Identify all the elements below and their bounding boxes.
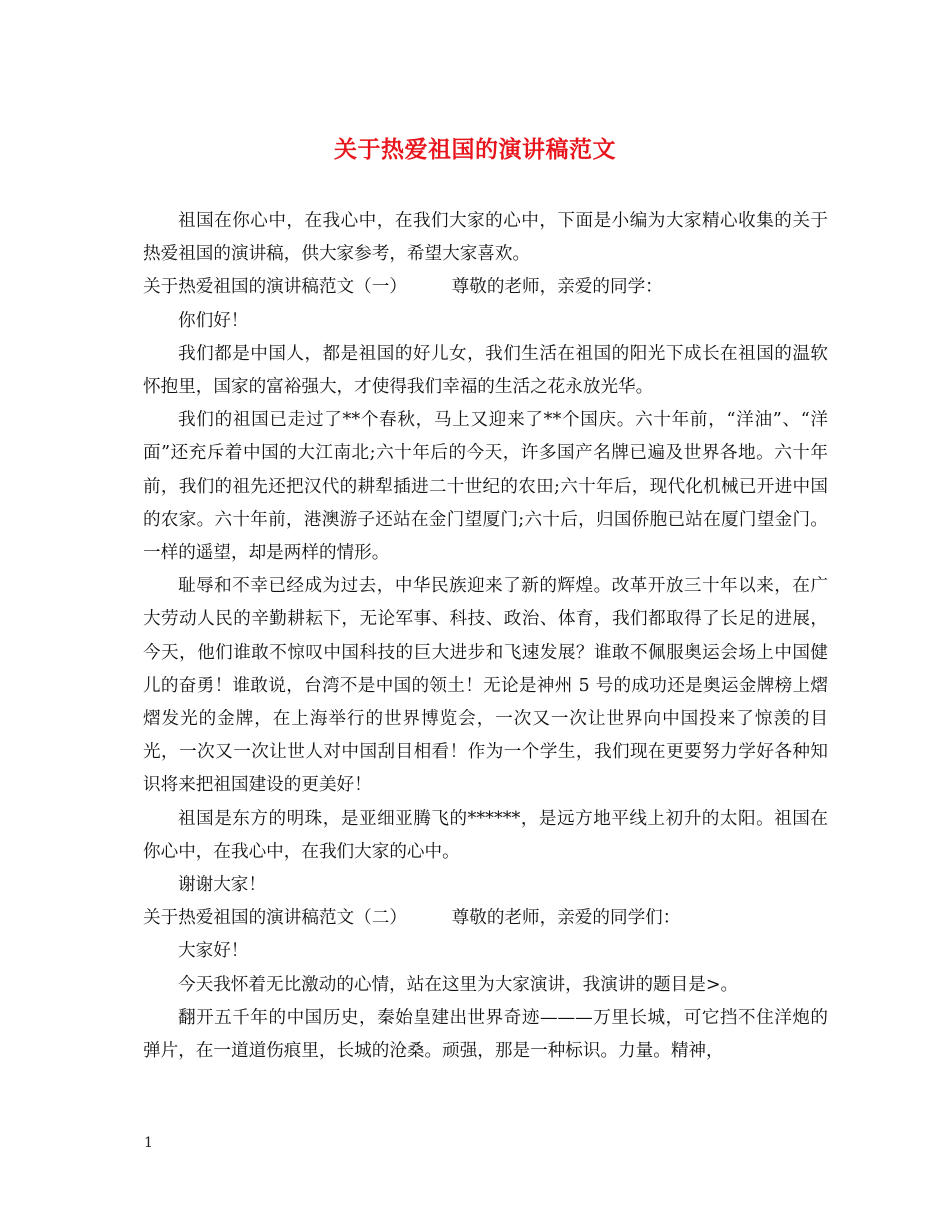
page-number: 1 [144, 1135, 153, 1151]
paragraph-greeting-2: 大家好！ [178, 941, 249, 962]
document-title: 关于热爱祖国的演讲稿范文 [334, 136, 616, 163]
section-heading-1: 关于热爱祖国的演讲稿范文（一） 尊敬的老师，亲爱的同学： [143, 277, 663, 298]
paragraph-thanks: 谢谢大家！ [178, 875, 266, 896]
paragraph-body: 翻开五千年的中国历史，秦始皇建出世界奇迹———万里长城，可它挡不住洋炮的弹片，在一道道伤痕里，长城的沧桑。顽强，那是一种标识。力量。精神， [143, 1007, 828, 1062]
paragraph-body: 耻辱和不幸已经成为过去，中华民族迎来了新的辉煌。改革开放三十年以来，在广大劳动人民的辛勤耕耘下，无论军事、科技、政治、体育，我们都取得了长足的进展，今天，他们谁敢不惊叹中国科技的巨大进步和飞速发展？谁敢不佩服奥运会场上中国健儿的奋勇！谁敢说，台湾不是中国的领土！无论是神州 5 号的成功还是奥运金牌榜上熠熠发光的金牌，在上海举行的世界博览会，一次又一次让世界向中国投来了惊羡的目光，一次又一次让世人对中国刮目相看！作为一个学生，我们现在更要努力学好各种知识将来把祖国建设的更美好！ [143, 576, 828, 796]
paragraph-body: 祖国是东方的明珠，是亚细亚腾飞的******，是远方地平线上初升的太阳。祖国在你心中，在我心中，在我们大家的心中。 [143, 808, 828, 862]
paragraph-intro: 祖国在你心中，在我心中，在我们大家的心中，下面是小编为大家精心收集的关于热爱祖国的演讲稿，供大家参考，希望大家喜欢。 [143, 211, 828, 265]
document-body [143, 205, 828, 1068]
section-heading-2: 关于热爱祖国的演讲稿范文（二） 尊敬的老师，亲爱的同学们： [143, 908, 681, 929]
paragraph-body: 今天我怀着无比激动的心情，站在这里为大家演讲，我演讲的题目是>。 [178, 974, 739, 995]
paragraph-greeting-1: 你们好！ [178, 310, 249, 331]
paragraph-body: 我们都是中国人，都是祖国的好儿女，我们生活在祖国的阳光下成长在祖国的温软怀抱里，国家的富裕强大，才使得我们幸福的生活之花永放光华。 [143, 343, 828, 398]
paragraph-body: 我们的祖国已走过了**个春秋，马上又迎来了**个国庆。六十年前，“洋油”、“洋面”还充斥着中国的大江南北;六十年后的今天，许多国产名牌已遍及世界各地。六十年前，我们的祖先还把汉代的耕犁插进二十世纪的农田;六十年后，现代化机械已开进中国的农家。六十年前，港澳游子还站在金门望厦门;六十后，归国侨胞已站在厦门望金门。一样的遥望，却是两样的情形。 [143, 410, 828, 564]
